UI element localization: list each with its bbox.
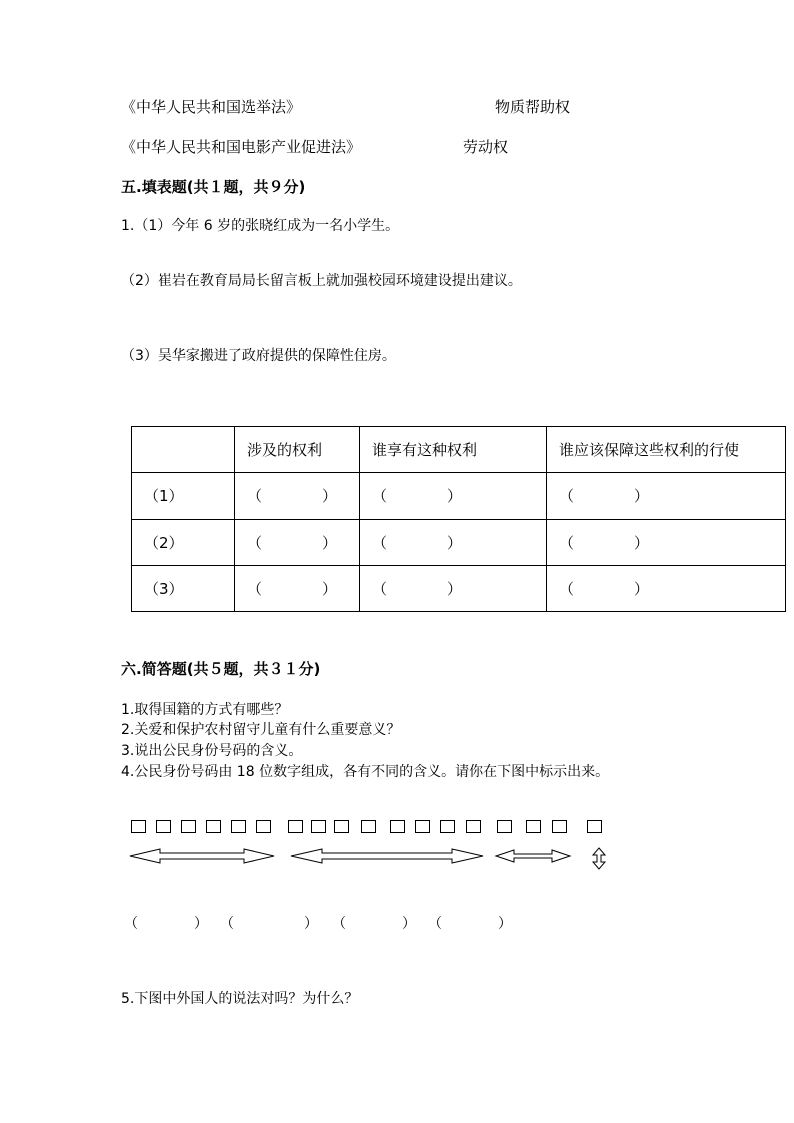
double-arrow-icon	[130, 849, 274, 863]
id-segment-blank-1[interactable]: （ ）	[124, 916, 208, 932]
table-header-cell: 谁应该保障这些权利的行使	[547, 427, 786, 473]
answer-blank[interactable]: （ ）	[547, 473, 786, 519]
matching-right-2: 劳动权	[463, 138, 509, 156]
double-arrow-icon	[291, 849, 483, 863]
question-2: 2.关爱和保护农村留守儿童有什么重要意义？	[121, 722, 401, 738]
answer-blank[interactable]: （ ）	[235, 565, 360, 611]
section5-item-1: 1.（1）今年 6 岁的张晓红成为一名小学生。	[121, 218, 400, 234]
double-arrow-icon	[496, 850, 570, 862]
question-1: 1.取得国籍的方式有哪些？	[121, 702, 289, 718]
answer-blank[interactable]: （ ）	[547, 565, 786, 611]
section5-heading: 五.填表题(共１题，共９分)	[121, 178, 306, 196]
question-4: 4.公民身份号码由 18 位数字组成，各有不同的含义。请你在下图中标示出来。	[121, 764, 610, 780]
section5-item-3: （3）吴华家搬进了政府提供的保障性住房。	[121, 348, 396, 364]
table-cell: （1）	[132, 473, 235, 519]
answer-blank[interactable]: （ ）	[235, 519, 360, 565]
vertical-double-arrow-icon	[593, 848, 605, 869]
table-header-cell: 谁享有这种权利	[360, 427, 547, 473]
question-5: 5.下图中外国人的说法对吗？为什么？	[121, 991, 359, 1007]
question-3: 3.说出公民身份号码的含义。	[121, 743, 303, 759]
table-header-cell: 涉及的权利	[235, 427, 360, 473]
answer-blank[interactable]: （ ）	[235, 473, 360, 519]
table-cell: （3）	[132, 565, 235, 611]
answer-blank[interactable]: （ ）	[360, 473, 547, 519]
table-cell: （2）	[132, 519, 235, 565]
answer-blank[interactable]: （ ）	[547, 519, 786, 565]
matching-left-1: 《中华人民共和国选举法》	[121, 98, 302, 116]
id-segment-blank-2[interactable]: （ ）	[220, 916, 318, 932]
section5-item-2: （2）崔岩在教育局局长留言板上就加强校园环境建设提出建议。	[121, 273, 522, 289]
answer-blank[interactable]: （ ）	[360, 565, 547, 611]
id-segment-blank-3[interactable]: （ ）	[332, 916, 416, 932]
answer-blank[interactable]: （ ）	[360, 519, 547, 565]
id-segment-blank-4[interactable]: （ ）	[428, 916, 512, 932]
matching-right-1: 物质帮助权	[495, 98, 571, 116]
matching-left-2: 《中华人民共和国电影产业促进法》	[121, 138, 362, 156]
section6-heading: 六.简答题(共５题，共３１分)	[121, 660, 321, 678]
